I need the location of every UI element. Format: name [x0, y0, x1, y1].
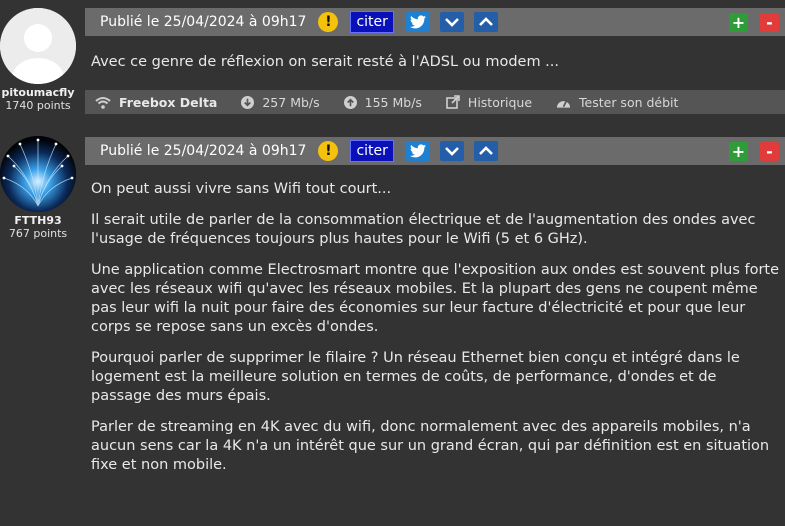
post-header [85, 137, 785, 165]
default-avatar-icon [0, 8, 76, 84]
downvote-button[interactable]: - [760, 142, 779, 161]
author-username[interactable]: FTTH93 [14, 214, 62, 227]
download-speed [241, 95, 319, 110]
chevron-down-icon [445, 17, 459, 27]
external-link-icon [446, 95, 460, 109]
author-points: 1740 points [5, 99, 71, 112]
twitter-icon [410, 144, 426, 158]
post-paragraph: Pourquoi parler de supprimer le filaire ? Un réseau Ethernet bien conçu et intégré dans le logement est la meilleure solution en termes de coûts, de performance, d'ondes et de passage des murs épais. [91, 350, 740, 404]
chevron-up-icon [479, 17, 493, 27]
speedometer-icon [556, 96, 571, 109]
quote-button[interactable]: citer [350, 11, 393, 33]
chevron-down-icon [445, 146, 459, 156]
author-info [0, 214, 76, 240]
scroll-down-button[interactable] [440, 141, 464, 161]
post-content [91, 53, 781, 84]
publish-date: Publié le 25/04/2024 à 09h17 [100, 14, 307, 30]
upload-value: 155 Mb/s [364, 94, 422, 110]
upload-icon [344, 96, 357, 109]
connection-infobar [85, 90, 785, 114]
wifi-icon [95, 96, 111, 109]
chevron-up-icon [479, 146, 493, 156]
avatar[interactable] [0, 136, 76, 212]
quote-button[interactable]: citer [350, 140, 393, 162]
history-link[interactable] [446, 95, 532, 110]
history-label[interactable]: Historique [467, 94, 533, 110]
publish-date: Publié le 25/04/2024 à 09h17 [100, 143, 307, 159]
post-paragraph: Une application comme Electrosmart montre que l'exposition aux ondes est souvent plus forte avec les réseaux wifi qu'avec les réseaux mobiles. Et la plupart des gens ne coupent même pas leur wifi la nuit pour faire des économies sur leur facture d'électricité et pour que leur corps se repose sans un excès d'ondes. [91, 262, 780, 335]
twitter-share-button[interactable] [406, 12, 430, 32]
downvote-button[interactable]: - [760, 13, 779, 32]
report-button[interactable]: ! [318, 141, 338, 161]
twitter-share-button[interactable] [406, 141, 430, 161]
upvote-button[interactable]: + [729, 13, 748, 32]
speedtest-link[interactable] [556, 95, 678, 110]
author-username[interactable]: pitoumacfly [1, 86, 75, 99]
upvote-button[interactable]: + [729, 142, 748, 161]
author-info [0, 86, 76, 112]
fiber-optic-avatar-icon [0, 136, 76, 212]
post-content [91, 180, 781, 487]
post-paragraph: Avec ce genre de réflexion on serait resté à l'ADSL ou modem ... [91, 54, 560, 70]
twitter-icon [410, 15, 426, 29]
avatar[interactable] [0, 8, 76, 84]
box-name: Freebox Delta [119, 94, 218, 110]
scroll-down-button[interactable] [440, 12, 464, 32]
post-header [85, 8, 785, 36]
post-paragraph: Il serait utile de parler de la consommation électrique et de l'augmentation des ondes avec l'usage de fréquences toujours plus hautes pour le Wifi (5 et 6 GHz). [91, 212, 756, 247]
box-info [95, 95, 217, 110]
upload-speed [344, 95, 422, 110]
post-paragraph: On peut aussi vivre sans Wifi tout court... [91, 181, 392, 197]
report-button[interactable]: ! [318, 12, 338, 32]
post-paragraph: Parler de streaming en 4K avec du wifi, donc normalement avec des appareils mobiles, n'a aucun sens car la 4K n'a un intérêt que sur un grand écran, qui par définition est en situation fixe et non mobile. [91, 419, 770, 473]
download-value: 257 Mb/s [262, 94, 320, 110]
speedtest-label[interactable]: Tester son débit [579, 94, 679, 110]
author-points: 767 points [8, 227, 68, 240]
scroll-up-button[interactable] [474, 141, 498, 161]
download-icon [241, 96, 254, 109]
scroll-up-button[interactable] [474, 12, 498, 32]
